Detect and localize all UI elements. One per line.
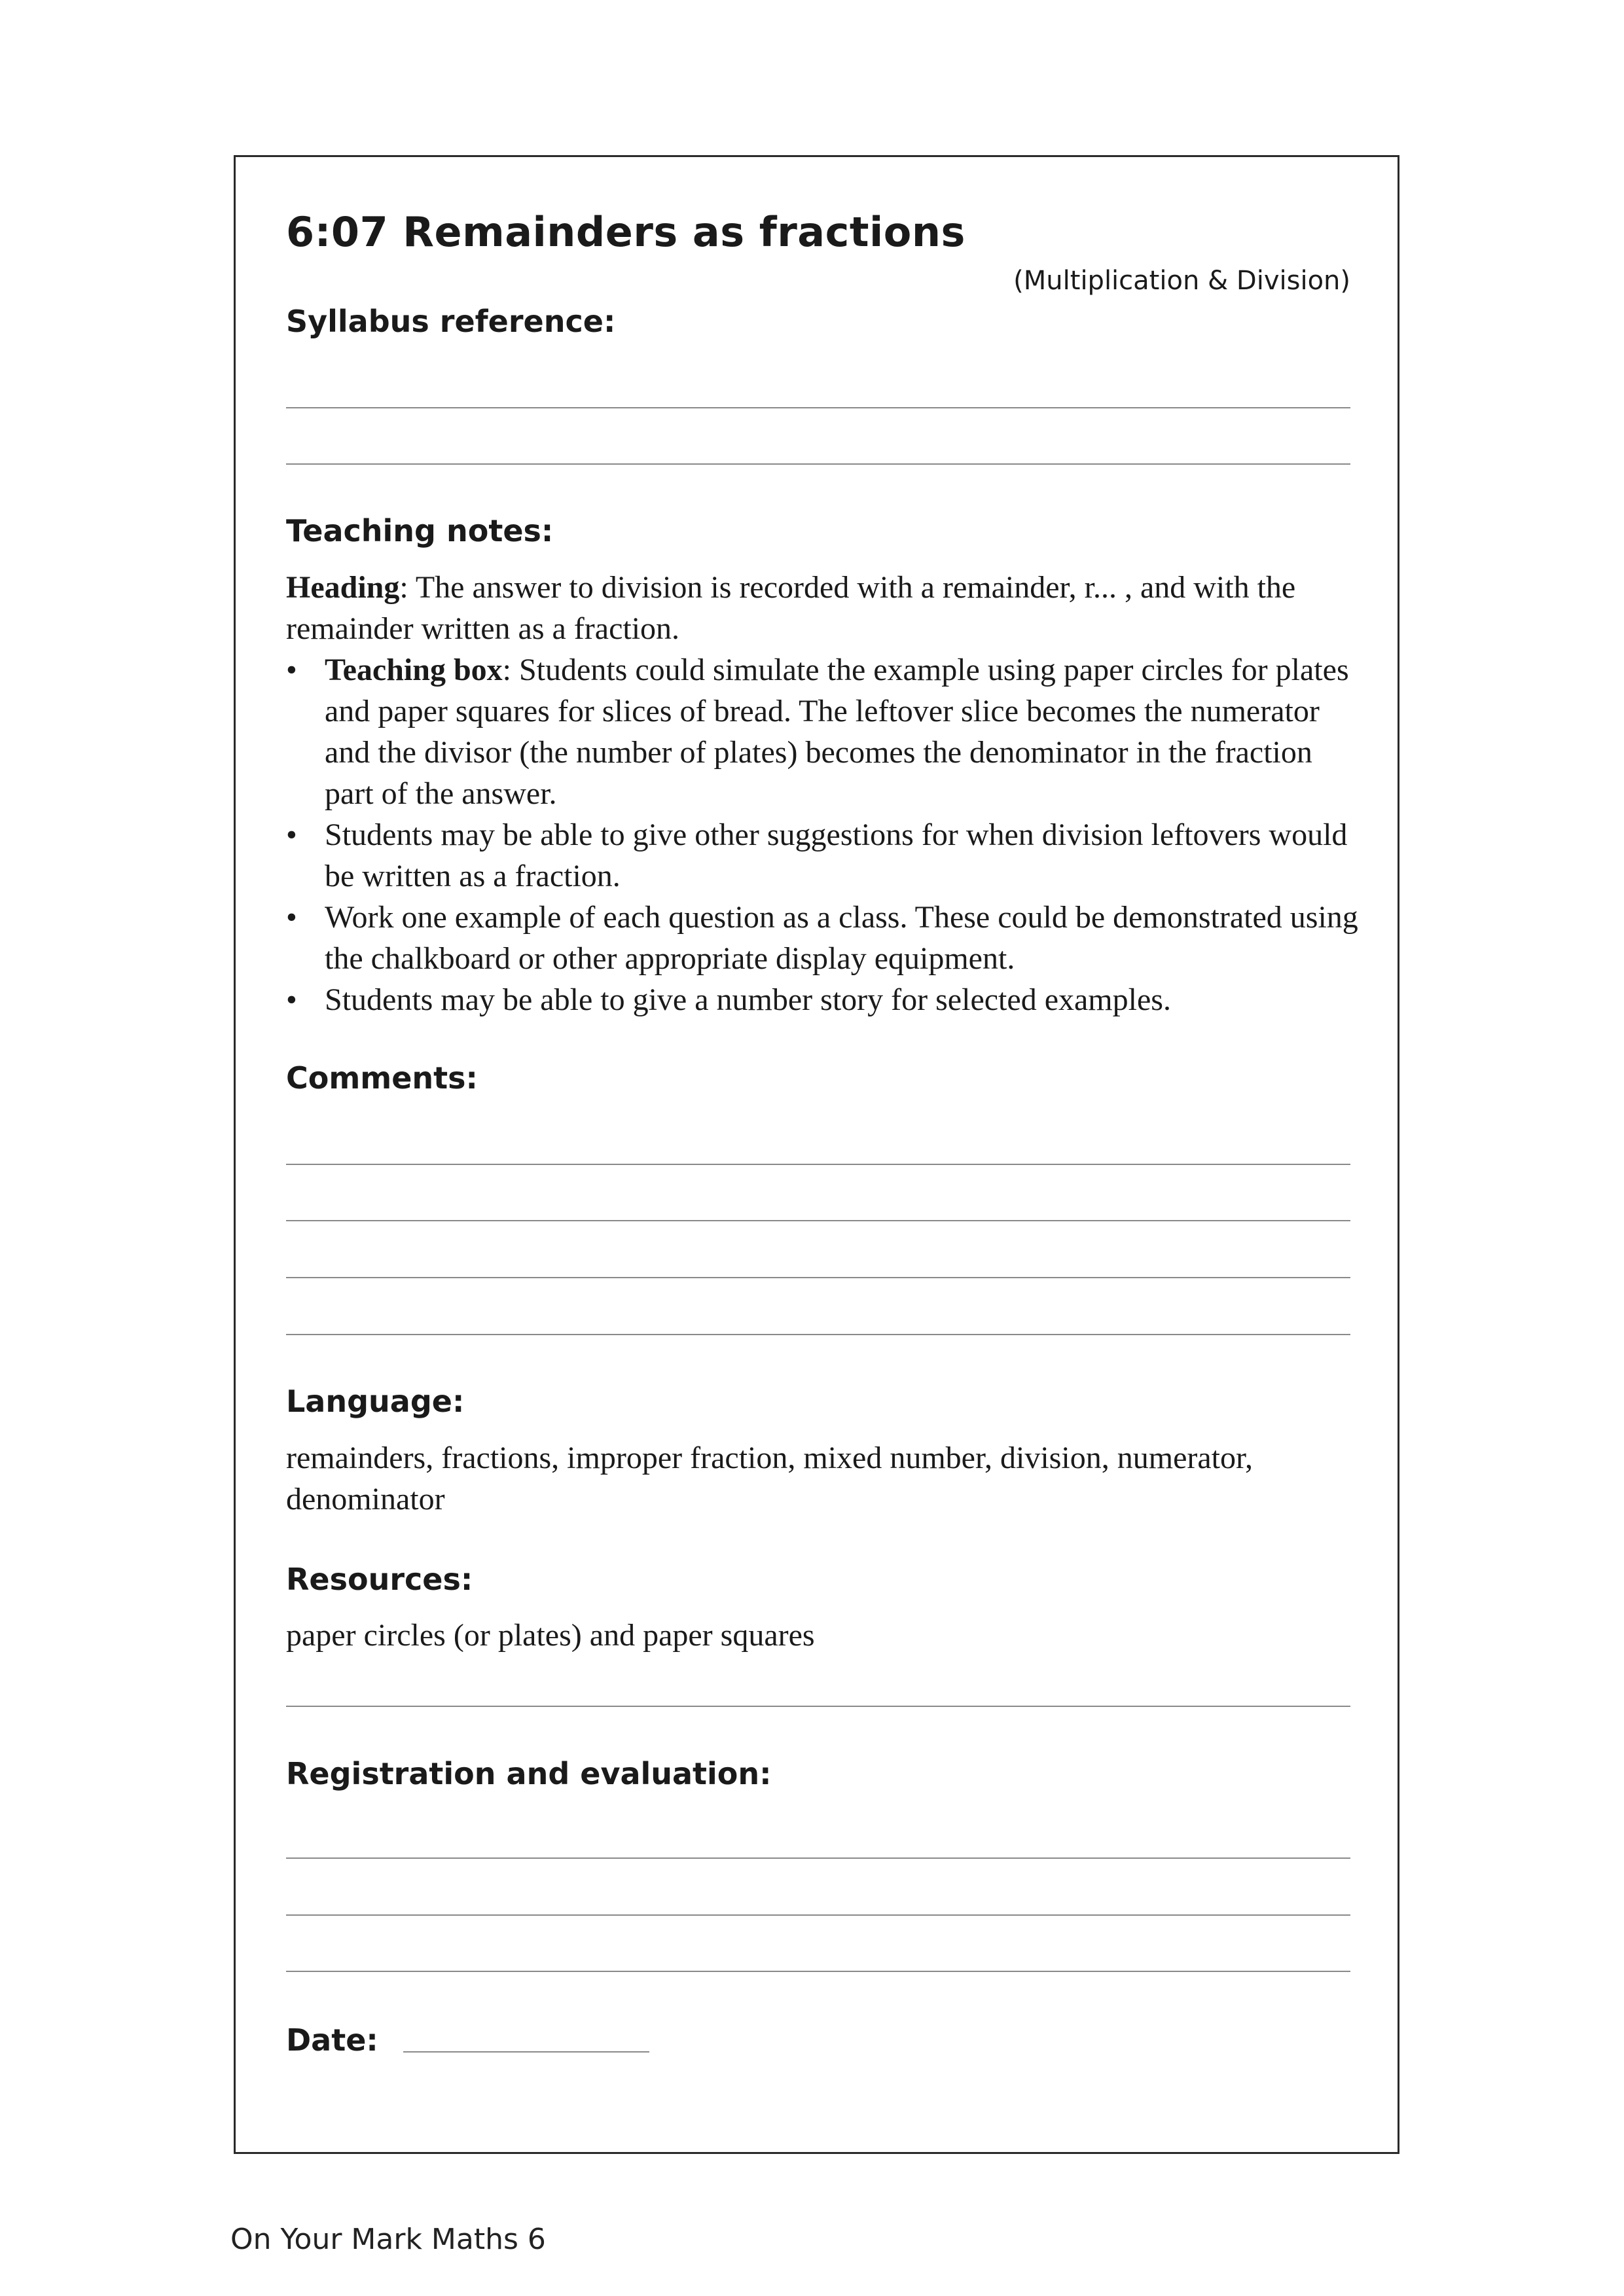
teaching-note-text: Work one example of each question as a class. These could be demonstrated using the chalkboard or other appropriate display equipment.: [325, 900, 1358, 976]
bullet-symbol: •: [286, 653, 297, 687]
heading-note-text: : The answer to division is recorded with a remainder, r... , and with the remainder written as a fraction.: [286, 570, 1296, 646]
strand-label: (Multiplication & Division): [1013, 266, 1350, 296]
registration-line-1: [286, 1857, 1350, 1859]
syllabus-line-1: [286, 407, 1350, 408]
comments-heading: Comments:: [286, 1060, 478, 1096]
resources-line: [286, 1706, 1350, 1707]
teaching-note-item: [286, 897, 1360, 979]
teaching-notes-list: [286, 649, 1360, 1020]
comments-line-2: [286, 1220, 1350, 1221]
date-label: Date:: [286, 2022, 378, 2058]
teaching-box-label: Teaching box: [325, 653, 503, 687]
registration-heading: Registration and evaluation:: [286, 1756, 772, 1791]
language-heading: Language:: [286, 1384, 465, 1419]
teaching-note-item: [286, 979, 1360, 1020]
bullet-symbol: •: [286, 982, 297, 1017]
resources-text: paper circles (or plates) and paper squares: [286, 1618, 815, 1653]
teaching-note-item: [286, 814, 1360, 897]
language-text: remainders, fractions, improper fraction, mixed number, division, numerator, denominator: [286, 1441, 1254, 1516]
heading-note-label: Heading: [286, 570, 400, 605]
page-title: 6:07 Remainders as fractions: [286, 208, 965, 256]
teaching-notes-heading: Teaching notes:: [286, 513, 554, 548]
registration-line-3: [286, 1971, 1350, 1972]
bullet-symbol: •: [286, 900, 297, 935]
teaching-note-text: : Students could simulate the example using paper circles for plates and paper squares for slices of bread. The leftover slice becomes the numerator and the divisor (the number of plates) becomes the denominator in the fraction part of the answer.: [325, 653, 1349, 811]
comments-line-1: [286, 1164, 1350, 1165]
teaching-note-text: Students may be able to give a number story for selected examples.: [325, 982, 1171, 1017]
registration-line-2: [286, 1914, 1350, 1916]
worksheet-frame: [234, 155, 1399, 2154]
syllabus-heading: Syllabus reference:: [286, 304, 616, 339]
footer-text: On Your Mark Maths 6: [230, 2223, 546, 2256]
heading-note: [286, 567, 1360, 649]
syllabus-line-2: [286, 463, 1350, 465]
comments-line-3: [286, 1277, 1350, 1278]
date-field-line: [403, 2051, 649, 2053]
resources-heading: Resources:: [286, 1562, 473, 1597]
bullet-symbol: •: [286, 817, 297, 852]
teaching-note-item: [286, 649, 1360, 814]
teaching-note-text: Students may be able to give other suggestions for when division leftovers would be written as a fraction.: [325, 817, 1348, 893]
teaching-notes-body: [286, 567, 1360, 1020]
comments-line-4: [286, 1334, 1350, 1335]
